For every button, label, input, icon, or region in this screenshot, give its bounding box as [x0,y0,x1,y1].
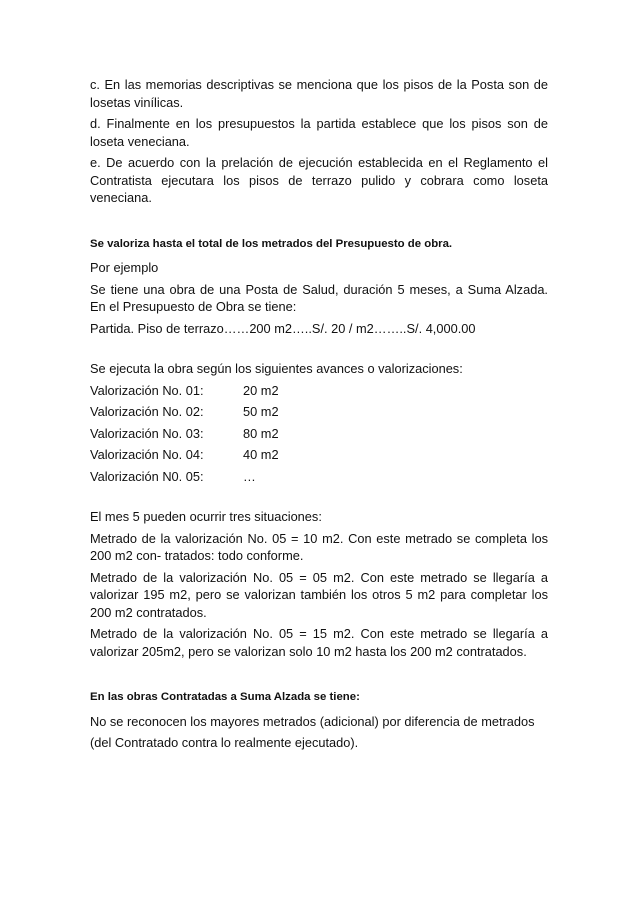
spacer [90,664,548,683]
paragraph-d: d. Finalmente en los presupuestos la partida establece que los pisos son de loseta veneciana. [90,116,548,149]
valorizacion-row [90,468,548,486]
valorizacion-row [90,446,548,464]
valorizacion-label: Valorización No. 03: [90,425,204,441]
valorizacion-qty: 80 m2 [243,425,279,441]
valorizacion-row [90,382,548,400]
valorizacion-label: Valorización N0. 05: [90,468,204,484]
ejemplo-title: Por ejemplo [90,260,159,275]
situacion-3: Metrado de la valorización No. 05 = 15 m2. Con este metrado se llegaría a valorizar 205m2, pero se valorizan solo 10 m2 hasta los 200 m2 contratados. [90,626,548,659]
paragraph-e: e. De acuerdo con la prelación de ejecución establecida en el Reglamento el Contratista ejecutara los pisos de terrazo pulido y cobrara como loseta veneciana. [90,155,548,205]
valorizacion-label: Valorización No. 01: [90,382,204,398]
situacion-1: Metrado de la valorización No. 05 = 10 m2. Con este metrado se completa los 200 m2 con- tratados: todo conforme. [90,530,548,563]
valorizacion-qty: … [243,468,256,484]
situaciones-intro: El mes 5 pueden ocurrir tres situaciones: [90,509,322,524]
avances-intro: Se ejecuta la obra según los siguientes avances o valorizaciones: [90,361,463,376]
ejemplo-intro: Se tiene una obra de una Posta de Salud, duración 5 meses, a Suma Alzada. En el Presupuesto de Obra se tiene: [90,281,548,314]
conclusion-line-1: No se reconocen los mayores metrados (adicional) por diferencia de metrados [90,713,535,729]
valorizacion-qty: 20 m2 [243,382,279,398]
valorizacion-label: Valorización No. 04: [90,447,204,462]
document-page [90,76,548,756]
heading-valoriza: Se valoriza hasta el total de los metrados del Presupuesto de obra. [90,237,453,250]
spacer [90,211,548,230]
situacion-2: Metrado de la valorización No. 05 = 05 m2. Con este metrado se llegaría a valorizar 195 m2, pero se valorizan también los otros 5 m2 para completar los 200 m2 contratados. [90,569,548,620]
valorizacion-row [90,403,548,421]
valorizacion-row [90,425,548,443]
valorizacion-qty: 40 m2 [243,447,279,462]
spacer [90,341,548,360]
spacer [90,489,548,508]
conclusion-line-2: (del Contratado contra lo realmente ejecutado). [90,735,359,750]
heading-suma-alzada: En las obras Contratadas a Suma Alzada se tiene: [90,691,360,703]
valorizacion-qty: 50 m2 [243,404,279,419]
partida-line: Partida. Piso de terrazo……200 m2…..S/. 20 / m2……..S/. 4,000.00 [90,320,476,336]
paragraph-c: c. En las memorias descriptivas se menciona que los pisos de la Posta son de losetas vinílicas. [90,77,548,110]
valorizacion-label: Valorización No. 02: [90,404,204,419]
